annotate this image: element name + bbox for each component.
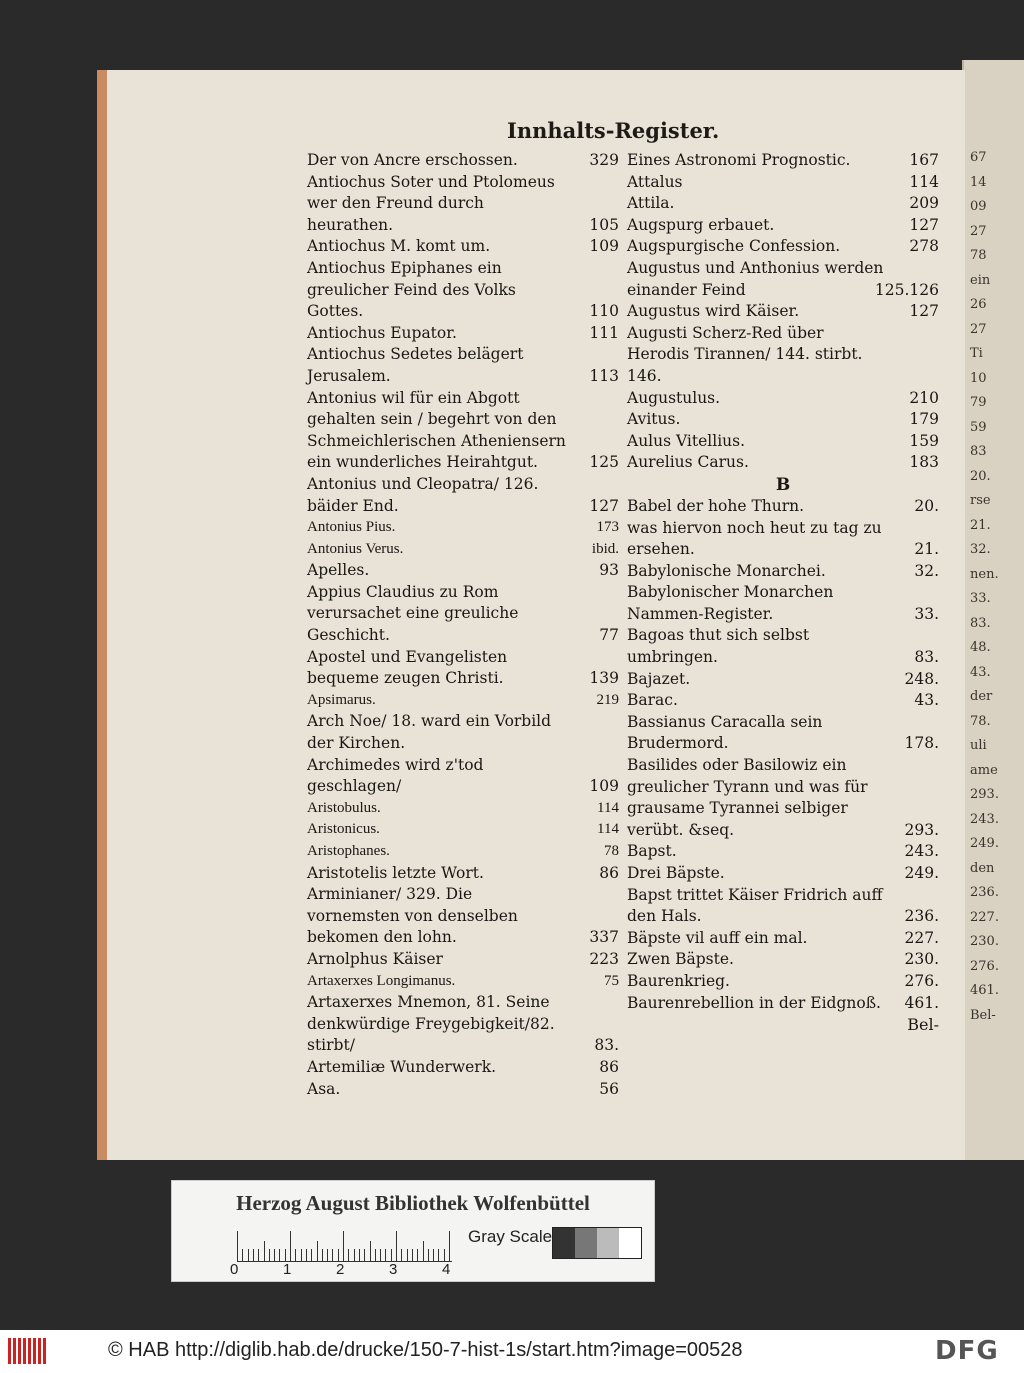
entry-page-number: 83. [594,1036,619,1055]
index-entry [627,669,939,691]
ruler-number: 3 [389,1261,398,1278]
next-page-fragment: 20. [970,468,991,484]
index-entry [307,884,619,949]
entry-term: Bapst. [627,842,677,861]
ruler-tick [396,1231,397,1261]
index-entry [307,323,619,345]
ruler-number: 1 [283,1261,292,1278]
index-entry [627,863,939,885]
entry-term: Appius Claudius zu Rom verursachet eine greuliche Geschicht. [307,582,519,645]
gray-scale-swatches [552,1227,642,1259]
next-page-fragment: 461. [970,983,999,998]
next-page-fragment: 43. [970,664,991,680]
entry-term: Apsimarus. [307,691,376,708]
index-entry [307,344,619,387]
entry-term: Antiochus Epiphanes ein greulicher Feind des Volks Gottes. [307,258,516,321]
entry-page-number: 78 [604,843,619,859]
dfg-logo: DFG [935,1336,999,1366]
entry-page-number: 248. [904,669,939,688]
ruler-number: 4 [442,1261,451,1278]
entry-page-number: 33. [914,604,939,623]
index-entry [307,1079,619,1101]
index-entry [627,561,939,583]
ruler-tick [258,1249,259,1261]
entry-page-number: 139 [589,669,619,688]
index-entry [307,841,619,863]
entry-term: Antonius und Cleopatra/ 126. bäider End. [307,474,539,515]
entry-page-number: 236. [904,907,939,926]
index-entry [627,971,939,993]
entry-page-number: 86 [599,1057,619,1076]
ruler-tick [385,1249,386,1261]
next-page-fragment: 83 [970,444,987,459]
next-page-fragment: Bel- [970,1007,996,1023]
entry-page-number: 209 [909,194,939,213]
entry-page-number: 113 [589,366,619,385]
index-entry [627,928,939,950]
ruler-number: 2 [336,1261,345,1278]
entry-term: Aurelius Carus. [627,453,749,472]
ruler-tick [237,1231,238,1261]
next-page-fragment: 78. [970,713,991,729]
index-entry [307,949,619,971]
index-entry [627,301,939,323]
entry-page-number: 75 [604,972,619,989]
gray-swatch [619,1228,641,1258]
next-page-fragment: 67 [970,150,987,165]
ruler-tick [449,1231,450,1261]
index-entry [307,711,619,754]
next-page-fragment: 48. [970,640,991,655]
entry-term: Augustus und Anthonius werden einander Feind [627,258,884,299]
entry-page-number: 43. [914,691,939,710]
next-page-fragment: 276. [970,958,999,974]
entry-page-number: 114 [909,172,939,191]
gray-swatch [597,1228,619,1258]
entry-page-number: 461. [904,993,939,1012]
index-entry [627,172,939,194]
ruler-tick [274,1249,275,1261]
ruler-tick [401,1249,402,1261]
index-entry [307,690,619,712]
entry-term: Arch Noe/ 18. ward ein Vorbild der Kirchen. [307,712,552,753]
next-page-edge [962,60,1024,1160]
entry-page-number: 276. [904,971,939,990]
index-entry [627,452,939,474]
ruler-tick [364,1249,365,1261]
next-page-fragment: 27 [970,321,987,337]
next-page-fragment: rse [970,493,991,508]
entry-page-number: 110 [589,302,619,321]
next-page-fragment: 293. [970,787,999,802]
entry-term: Bäpste vil auff ein mal. [627,928,808,947]
index-entry [307,560,619,582]
ruler-tick [311,1249,312,1261]
entry-page-number: 173 [596,519,619,536]
next-page-fragment: 27 [970,223,987,239]
ruler-tick [412,1249,413,1261]
gray-swatch [553,1228,575,1258]
entry-page-number: 56 [599,1079,619,1098]
catchword: Bel- [907,1015,939,1035]
entry-term: Apelles. [307,561,370,580]
entry-page-number: 32. [914,561,939,580]
ruler-tick [338,1249,339,1261]
entry-term: Artemiliæ Wunderwerk. [307,1057,497,1076]
next-page-fragment: 10 [970,370,987,386]
entry-term: Artaxerxes Longimanus. [307,972,456,989]
entry-page-number: 125.126 [874,280,939,299]
index-entry [627,323,939,388]
index-entry [627,949,939,971]
index-entry [627,193,939,215]
entry-term: Arnolphus Käiser [307,949,443,968]
index-entry [627,431,939,453]
next-page-fragment: 227. [970,909,999,925]
index-entry [307,388,619,474]
entry-page-number: 83. [914,648,939,667]
ruler-tick [248,1249,249,1261]
entry-term: Babylonische Monarchei. [627,561,826,580]
ruler-tick [417,1249,418,1261]
index-entry [307,863,619,885]
index-entry [307,474,619,517]
entry-term: Asa. [307,1079,341,1098]
entry-page-number: 219 [596,691,619,708]
gray-scale-label: Gray Scale [468,1227,553,1246]
entry-term: Attila. [627,194,675,213]
index-entry [307,539,619,561]
index-entry [627,215,939,237]
section-letter: B [775,474,791,495]
entry-term: Bassianus Caracalla sein Brudermord. [627,712,823,753]
entry-page-number: 223 [589,949,619,968]
hab-logo-icon [8,1338,48,1364]
entry-term: Antonius Verus. [307,540,404,557]
entry-term: Augusti Scherz-Red über Herodis Tirannen/ 144. stirbt. 146. [627,323,863,385]
index-entry [307,798,619,820]
entry-page-number: 114 [597,821,619,838]
next-page-fragment: ein [970,272,991,288]
index-entry [627,582,939,625]
ruler-tick [322,1249,323,1261]
ruler-tick [295,1249,296,1261]
entry-term: Der von Ancre erschossen. [307,151,518,169]
left-column [307,150,619,1100]
entry-page-number: 329 [589,151,619,169]
entry-term: Antonius wil für ein Abgott gehalten sein / begehrt von den Schmeichlerischen Atheniensern ein wunderliches Heirahtgut. [307,388,566,472]
ruler-tick [306,1249,307,1261]
index-entry [627,236,939,258]
entry-page-number: 210 [909,388,939,407]
ruler-tick [444,1249,445,1261]
next-page-fragment: 09 [970,199,987,214]
entry-page-number: 293. [904,820,939,839]
entry-term: Antiochus Sedetes belägert Jerusalem. [307,345,524,385]
next-page-fragment: uli [970,738,987,753]
entry-term: Aristobulus. [307,799,381,816]
entry-term: Aristophanes. [307,843,390,859]
entry-term: Bagoas thut sich selbst umbringen. [627,626,810,667]
entry-term: Artaxerxes Mnemon, 81. Seine denkwürdige Freygebigkeit/82. stirbt/ [307,993,555,1055]
next-page-fragment: 236. [970,885,999,900]
ruler-tick [290,1231,291,1261]
entry-term: Apostel und Evangelisten bequeme zeugen Christi. [307,647,508,688]
next-page-fragment: 243. [970,811,999,827]
ruler-tick [264,1241,265,1261]
index-entry [627,885,939,928]
index-entry [307,992,619,1057]
entry-term: Eines Astronomi Prognostic. [627,151,851,169]
ruler-tick [301,1249,302,1261]
library-name: Herzog August Bibliothek Wolfenbüttel [236,1191,590,1215]
ruler-tick [375,1249,376,1261]
next-page-fragment: 249. [970,836,999,851]
index-entry [627,409,939,431]
index-entry [307,647,619,690]
entry-term: Barac. [627,691,678,710]
index-entry [307,236,619,258]
next-page-fragment: der [970,689,993,704]
index-entry [307,150,619,172]
entry-term: Archimedes wird z'tod geschlagen/ [307,755,484,796]
entry-page-number: 77 [599,626,619,645]
entry-page-number: 337 [589,928,619,947]
index-entry [627,841,939,863]
entry-term: was hiervon noch heut zu tag zu ersehen. [627,518,882,559]
ruler-tick [433,1249,434,1261]
ruler-tick [354,1249,355,1261]
ruler-tick [327,1249,328,1261]
entry-page-number: 159 [909,431,939,450]
entry-page-number: 167 [909,151,939,169]
entry-term: Augustus wird Käiser. [627,302,800,321]
next-page-fragment: 79 [970,395,987,410]
gray-swatch [575,1228,597,1258]
entry-page-number: 127 [909,215,939,234]
entry-page-number: 105 [589,215,619,234]
entry-term: Aristonicus. [307,821,380,838]
entry-page-number: 127 [909,302,939,321]
scale-ruler [237,1229,452,1262]
ruler-tick [348,1249,349,1261]
index-entry [627,258,939,301]
entry-term: Antonius Pius. [307,519,396,536]
entry-term: Aulus Vitellius. [627,431,746,450]
index-entry [307,971,619,993]
entry-page-number: 109 [589,237,619,256]
right-column [627,150,939,1036]
ruler-tick [332,1249,333,1261]
entry-page-number: 125 [589,453,619,472]
index-entry [307,819,619,841]
next-page-fragment: 59 [970,419,987,435]
ruler-number: 0 [230,1261,239,1278]
index-entry [627,518,939,561]
next-page-fragment: Ti [970,346,983,361]
entry-page-number: 111 [589,323,619,342]
entry-term: Baurenrebellion in der Eidgnoß. [627,993,881,1012]
entry-term: Bajazet. [627,669,691,688]
index-entry [307,582,619,647]
index-entry [307,517,619,539]
entry-page-number: 20. [914,496,939,515]
entry-page-number: 278 [909,237,939,256]
entry-page-number: 178. [904,734,939,753]
next-page-fragment: 21. [970,517,991,533]
entry-page-number: ibid. [591,540,619,557]
entry-page-number: 109 [589,777,619,796]
entry-page-number: 179 [909,410,939,429]
entry-term: Bapst trittet Käiser Fridrich auff den Hals. [627,885,883,926]
entry-term: Augspurgische Confession. [627,237,841,256]
ruler-tick [317,1241,318,1261]
entry-term: Avitus. [627,410,681,429]
ruler-tick [253,1249,254,1261]
entry-page-number: 21. [914,540,939,559]
entry-page-number: 114 [597,799,619,816]
ruler-tick [279,1249,280,1261]
entry-page-number: 86 [599,863,619,882]
entry-term: Babylonischer Monarchen Nammen-Register. [627,583,834,623]
entry-term: Zwen Bäpste. [627,950,734,969]
entry-term: Antiochus Eupator. [307,323,457,342]
index-entry [627,496,939,518]
index-entry [627,993,939,1015]
entry-page-number: 230. [904,950,939,969]
next-page-fragment: 33. [970,591,991,606]
entry-term: Baurenkrieg. [627,971,730,990]
next-page-fragment: 83. [970,615,991,631]
entry-term: Antiochus Soter und Ptolomeus wer den Freund durch heurathen. [307,172,555,234]
entry-term: Augspurg erbauet. [627,215,775,234]
index-entry [307,1057,619,1079]
entry-term: Antiochus M. komt um. [307,237,491,256]
entry-page-number: 243. [904,842,939,861]
entry-term: Augustulus. [627,388,721,407]
next-page-fragment: 26 [970,297,987,312]
page-header: Innhalts-Register. [507,118,720,143]
index-entry [627,755,939,841]
footer-url[interactable]: © HAB http://diglib.hab.de/drucke/150-7-hist-1s/start.htm?image=00528 [108,1339,743,1361]
index-entry [627,712,939,755]
entry-term: Babel der hohe Thurn. [627,496,805,515]
ruler-tick [285,1249,286,1261]
ruler-tick [380,1249,381,1261]
ruler-tick [242,1249,243,1261]
next-page-fragment: ame [970,762,998,778]
ruler-tick [423,1241,424,1261]
next-page-fragment: nen. [970,566,999,582]
ruler-tick [407,1249,408,1261]
entry-term: Basilides oder Basilowiz ein greulicher Tyrann und was für grausame Tyrannei selbiger verübt. &seq. [627,756,868,839]
index-entry [307,755,619,798]
ruler-tick [359,1249,360,1261]
next-page-fragment: 14 [970,174,987,190]
entry-term: Aristotelis letzte Wort. [307,863,484,882]
ruler-tick [269,1249,270,1261]
ruler-tick [428,1249,429,1261]
entry-page-number: 93 [599,561,619,580]
next-page-fragment: den [970,860,995,876]
entry-page-number: 249. [904,864,939,882]
index-entry [307,258,619,323]
index-entry [627,388,939,410]
entry-term: Attalus [627,172,683,191]
next-page-fragment: 32. [970,542,991,557]
ruler-tick [370,1241,371,1261]
entry-page-number: 227. [904,928,939,947]
next-page-fragment: 78 [970,248,987,263]
ruler-tick [391,1249,392,1261]
next-page-fragment: 230. [970,934,999,949]
index-entry [307,172,619,237]
index-entry [627,625,939,668]
entry-term: Arminianer/ 329. Die vornemsten von denselben bekomen den lohn. [307,885,518,947]
index-entry [627,150,939,172]
entry-term: Drei Bäpste. [627,864,725,882]
entry-page-number: 183 [909,453,939,472]
index-entry [627,690,939,712]
ruler-tick [438,1249,439,1261]
library-label-card [171,1180,655,1282]
footer-bar [0,1330,1024,1373]
ruler-tick [343,1231,344,1261]
book-page [97,70,965,1160]
entry-page-number: 127 [589,496,619,515]
